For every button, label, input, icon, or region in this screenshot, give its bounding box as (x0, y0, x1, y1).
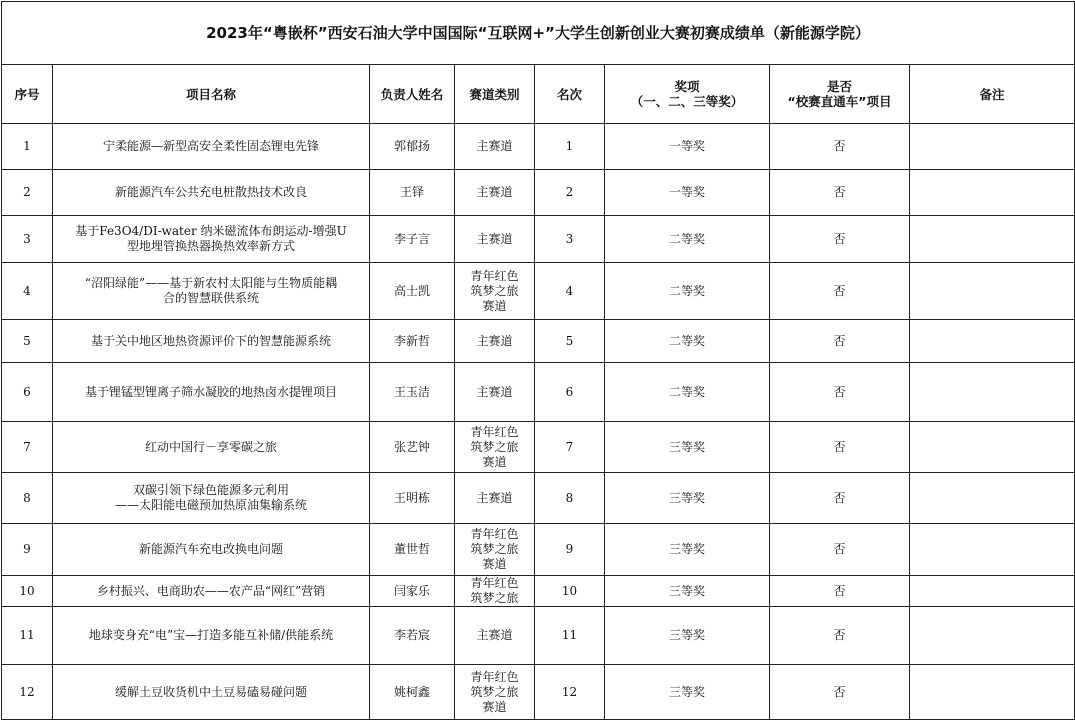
cell-track (455, 422, 535, 473)
cell-direct-line1: 否 (833, 583, 846, 598)
cell-seq (2, 216, 53, 263)
cell-leader-line1: 高士凯 (393, 283, 430, 298)
cell-award-line1: 二等奖 (668, 231, 705, 246)
cell-seq-line1: 1 (23, 139, 31, 153)
cell-notes (910, 607, 1075, 665)
cell-project (53, 263, 370, 320)
cell-direct-line1: 否 (833, 231, 846, 246)
header-award (605, 65, 770, 124)
cell-track-line1: 青年红色 (470, 527, 519, 541)
cell-seq (2, 170, 53, 216)
cell-seq-line1: 7 (23, 439, 31, 454)
cell-track-line2: 筑梦之旅 (470, 283, 519, 298)
cell-track-line3: 赛道 (482, 557, 507, 571)
cell-direct-line1: 否 (833, 439, 846, 454)
cell-notes (910, 576, 1075, 607)
cell-project (53, 422, 370, 473)
cell-leader (370, 363, 455, 422)
cell-track (455, 576, 535, 607)
cell-notes (910, 170, 1075, 216)
cell-award (605, 576, 770, 607)
cell-track-line3: 赛道 (482, 298, 507, 313)
cell-award-line1: 一等奖 (668, 185, 705, 199)
cell-direct-line1: 否 (833, 490, 846, 505)
table-row (2, 607, 1075, 665)
cell-direct-line1: 否 (833, 333, 846, 348)
cell-project-line1: 宁柔能源—新型高安全柔性固态锂电先锋 (102, 139, 319, 153)
cell-leader-line1: 郭郁扬 (393, 139, 430, 153)
cell-seq (2, 665, 53, 720)
cell-rank-line1: 10 (561, 583, 578, 598)
table-row (2, 320, 1075, 363)
cell-project-line1: 地球变身充“电”宝—打造多能互补储/供能系统 (88, 628, 334, 642)
cell-project (53, 524, 370, 576)
cell-leader (370, 665, 455, 720)
cell-track (455, 124, 535, 170)
cell-seq-line1: 3 (23, 231, 31, 246)
table-row (2, 473, 1075, 524)
cell-track (455, 524, 535, 576)
cell-project-line1: “沼阳绿能”——基于新农村太阳能与生物质能耦 (84, 276, 338, 290)
cell-direct (770, 422, 910, 473)
header-direct (770, 65, 910, 124)
table-row (2, 524, 1075, 576)
cell-seq-line1: 11 (19, 628, 35, 642)
cell-rank-line1: 3 (565, 231, 574, 246)
cell-leader (370, 607, 455, 665)
cell-rank (535, 473, 605, 524)
cell-rank (535, 320, 605, 363)
cell-award (605, 422, 770, 473)
cell-notes (910, 216, 1075, 263)
cell-notes (910, 263, 1075, 320)
cell-notes (910, 473, 1075, 524)
cell-leader-line1: 李若宸 (393, 628, 430, 642)
cell-track-line1: 主赛道 (476, 490, 513, 505)
cell-seq (2, 320, 53, 363)
cell-project (53, 473, 370, 524)
cell-notes (910, 665, 1075, 720)
cell-project (53, 363, 370, 422)
cell-track-line1: 主赛道 (476, 333, 513, 348)
cell-seq-line1: 5 (23, 333, 31, 348)
cell-leader-line1: 王明栋 (393, 490, 430, 505)
header-award-line2: （一、二、三等奖） (630, 94, 744, 109)
cell-award-line1: 三等奖 (668, 542, 705, 556)
cell-award (605, 363, 770, 422)
cell-leader (370, 320, 455, 363)
cell-leader-line1: 王铎 (399, 185, 424, 199)
cell-project (53, 607, 370, 665)
cell-track-line3: 赛道 (482, 454, 507, 469)
cell-rank-line1: 5 (565, 333, 574, 348)
cell-track-line1: 主赛道 (476, 384, 513, 399)
cell-project (53, 576, 370, 607)
cell-direct (770, 363, 910, 422)
cell-leader (370, 263, 455, 320)
cell-seq (2, 422, 53, 473)
cell-direct (770, 170, 910, 216)
cell-seq-line1: 6 (23, 384, 31, 399)
table-row (2, 665, 1075, 720)
header-notes: 备注 (910, 65, 1075, 124)
cell-rank (535, 422, 605, 473)
cell-seq-line1: 2 (23, 185, 31, 199)
cell-leader-line1: 董世哲 (393, 542, 430, 556)
cell-project-line1: 基于Fe3O4/DI-water 纳米磁流体布朗运动-增强U (75, 224, 347, 238)
cell-project-line2: ——太阳能电磁预加热原油集输系统 (114, 498, 307, 512)
cell-direct-line1: 否 (833, 185, 846, 199)
cell-seq-line1: 9 (23, 542, 31, 556)
cell-rank-line1: 8 (565, 490, 574, 505)
cell-award-line1: 二等奖 (668, 283, 705, 298)
cell-project-line1: 乡村振兴、电商助农——农产品“网红”营销 (96, 583, 326, 598)
cell-project-line2: 型地埋管换热器换热效率新方式 (126, 239, 295, 253)
cell-track-line1: 主赛道 (476, 628, 513, 642)
cell-leader-line1: 闫家乐 (393, 583, 430, 598)
cell-seq-line1: 8 (23, 490, 31, 505)
cell-rank-line1: 2 (565, 185, 574, 199)
cell-direct (770, 473, 910, 524)
table-row (2, 576, 1075, 607)
cell-track-line1: 主赛道 (476, 231, 513, 246)
cell-seq (2, 524, 53, 576)
cell-seq-line1: 12 (19, 684, 35, 699)
header-direct-line2: “校赛直通车”项目 (787, 94, 892, 109)
cell-project-line2: 合的智慧联供系统 (162, 291, 259, 305)
cell-project-line1: 缓解土豆收货机中土豆易磕易碰问题 (114, 684, 307, 699)
cell-direct (770, 607, 910, 665)
cell-direct-line1: 否 (833, 628, 846, 642)
cell-leader (370, 170, 455, 216)
cell-track-line1: 主赛道 (476, 139, 513, 153)
cell-rank-line1: 1 (565, 139, 574, 153)
cell-track (455, 665, 535, 720)
cell-direct (770, 576, 910, 607)
cell-direct (770, 124, 910, 170)
cell-track (455, 320, 535, 363)
cell-award-line1: 三等奖 (668, 583, 705, 598)
cell-leader (370, 422, 455, 473)
cell-leader-line1: 王玉洁 (393, 384, 430, 399)
cell-track (455, 363, 535, 422)
cell-track-line1: 青年红色 (470, 669, 519, 684)
cell-direct (770, 216, 910, 263)
cell-direct-line1: 否 (833, 542, 846, 556)
cell-track-line1: 青年红色 (470, 268, 519, 283)
cell-rank (535, 576, 605, 607)
cell-award (605, 524, 770, 576)
cell-track-line1: 主赛道 (476, 185, 513, 199)
cell-direct-line1: 否 (833, 139, 846, 153)
cell-project-line1: 双碳引领下绿色能源多元利用 (132, 483, 289, 497)
cell-project (53, 170, 370, 216)
cell-award-line1: 三等奖 (668, 490, 705, 505)
header-award-line1: 奖项 (674, 79, 700, 94)
cell-leader (370, 524, 455, 576)
cell-rank (535, 665, 605, 720)
cell-direct-line1: 否 (833, 283, 846, 298)
cell-leader (370, 576, 455, 607)
cell-rank (535, 263, 605, 320)
cell-rank (535, 216, 605, 263)
cell-leader-line1: 李子言 (393, 231, 430, 246)
cell-project (53, 124, 370, 170)
cell-seq (2, 607, 53, 665)
cell-track-line1: 青年红色 (470, 576, 519, 590)
table-row (2, 216, 1075, 263)
cell-award-line1: 三等奖 (668, 439, 705, 454)
cell-direct (770, 263, 910, 320)
cell-direct (770, 524, 910, 576)
page-title: 2023年“粤嵌杯”西安石油大学中国国际“互联网+”大学生创新创业大赛初赛成绩单（新能源学院） (2, 2, 1075, 65)
cell-rank (535, 170, 605, 216)
cell-award-line1: 三等奖 (668, 684, 705, 699)
cell-track (455, 607, 535, 665)
cell-notes (910, 363, 1075, 422)
cell-track-line2: 筑梦之旅 (470, 591, 519, 605)
cell-leader (370, 124, 455, 170)
cell-rank (535, 363, 605, 422)
cell-direct (770, 665, 910, 720)
cell-project-line1: 基于锂锰型锂离子筛水凝胶的地热卤水提锂项目 (84, 384, 337, 399)
cell-track (455, 170, 535, 216)
cell-track (455, 473, 535, 524)
cell-track-line3: 赛道 (482, 699, 507, 714)
cell-notes (910, 524, 1075, 576)
cell-track (455, 263, 535, 320)
cell-seq-line1: 4 (23, 283, 31, 298)
cell-leader-line1: 张艺钟 (393, 439, 430, 454)
cell-notes (910, 422, 1075, 473)
cell-notes (910, 124, 1075, 170)
table-row (2, 124, 1075, 170)
cell-project (53, 665, 370, 720)
cell-award (605, 607, 770, 665)
cell-award (605, 216, 770, 263)
cell-track (455, 216, 535, 263)
cell-award (605, 320, 770, 363)
header-project: 项目名称 (53, 65, 370, 124)
cell-project-line1: 基于关中地区地热资源评价下的智慧能源系统 (90, 333, 331, 348)
cell-award-line1: 二等奖 (668, 384, 705, 399)
table-body (2, 124, 1075, 720)
cell-project (53, 320, 370, 363)
title-row (2, 2, 1075, 65)
cell-rank (535, 524, 605, 576)
cell-rank-line1: 9 (565, 542, 574, 556)
cell-project-line1: 新能源汽车充电改换电问题 (138, 542, 283, 556)
cell-leader (370, 473, 455, 524)
cell-seq (2, 124, 53, 170)
cell-award (605, 473, 770, 524)
header-rank: 名次 (535, 65, 605, 124)
results-table (1, 1, 1075, 720)
cell-seq (2, 576, 53, 607)
cell-direct (770, 320, 910, 363)
cell-award (605, 170, 770, 216)
cell-seq-line1: 10 (19, 583, 35, 598)
table-row (2, 422, 1075, 473)
cell-project-line1: 红动中国行－享零碳之旅 (144, 439, 277, 454)
cell-track-line2: 筑梦之旅 (470, 542, 519, 556)
cell-award (605, 124, 770, 170)
cell-project (53, 216, 370, 263)
cell-leader-line1: 姚柯鑫 (393, 684, 430, 699)
cell-direct-line1: 否 (833, 684, 846, 699)
cell-award-line1: 三等奖 (668, 628, 705, 642)
header-row (2, 65, 1075, 124)
cell-project-line1: 新能源汽车公共充电桩散热技术改良 (114, 185, 307, 199)
header-track: 赛道类别 (455, 65, 535, 124)
cell-award (605, 263, 770, 320)
header-direct-line1: 是否 (826, 79, 852, 94)
cell-rank (535, 607, 605, 665)
cell-seq (2, 263, 53, 320)
cell-rank-line1: 11 (561, 628, 578, 642)
cell-award-line1: 二等奖 (668, 333, 705, 348)
cell-award (605, 665, 770, 720)
table-row (2, 170, 1075, 216)
cell-rank (535, 124, 605, 170)
cell-track-line2: 筑梦之旅 (470, 439, 519, 454)
cell-seq (2, 473, 53, 524)
table-row (2, 363, 1075, 422)
cell-seq (2, 363, 53, 422)
cell-award-line1: 一等奖 (668, 139, 705, 153)
table-row (2, 263, 1075, 320)
cell-rank-line1: 12 (561, 684, 578, 699)
cell-leader (370, 216, 455, 263)
cell-rank-line1: 7 (565, 439, 574, 454)
header-leader: 负责人姓名 (370, 65, 455, 124)
header-seq: 序号 (2, 65, 53, 124)
cell-rank-line1: 4 (565, 283, 574, 298)
cell-track-line1: 青年红色 (470, 424, 519, 439)
cell-rank-line1: 6 (565, 384, 574, 399)
cell-direct-line1: 否 (833, 384, 846, 399)
cell-notes (910, 320, 1075, 363)
cell-leader-line1: 李新哲 (393, 333, 430, 348)
cell-track-line2: 筑梦之旅 (470, 684, 519, 699)
